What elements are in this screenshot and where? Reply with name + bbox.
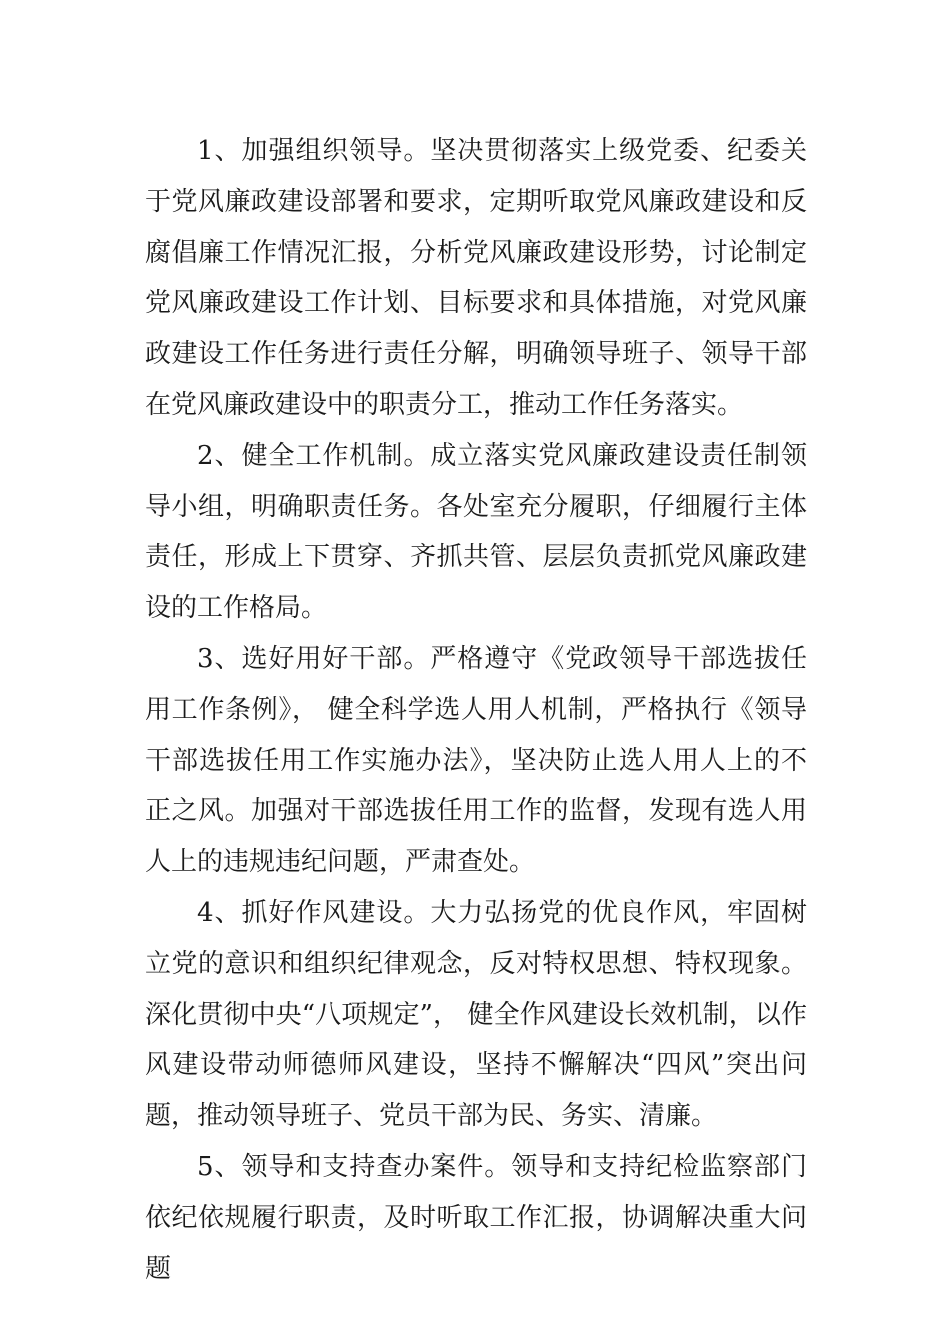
paragraph-4: 4、抓好作风建设。大力弘扬党的优良作风，牢固树立党的意识和组织纪律观念，反对特权思想、特权现象。深化贯彻中央“八项规定”， 健全作风建设长效机制，以作风建设带动师德师风建设，坚持不懈解决“四风”突出问题，推动领导班子、党员干部为民、务实、清廉。 <box>145 897 807 1132</box>
paragraph-2: 2、健全工作机制。成立落实党风廉政建设责任制领导小组，明确职责任务。各处室充分履职，仔细履行主体责任，形成上下贯穿、齐抓共管、层层负责抓党风廉政建设的工作格局。 <box>145 440 807 624</box>
document-body <box>145 126 807 1294</box>
paragraph-5: 5、领导和支持查办案件。领导和支持纪检监察部门依纪依规履行职责，及时听取工作汇报，协调解决重大问题 <box>145 1151 807 1284</box>
paragraph-3: 3、选好用好干部。严格遵守《党政领导干部选拔任用工作条例》， 健全科学选人用人机制，严格执行《领导干部选拔任用工作实施办法》，坚决防止选人用人上的不正之风。加强对干部选拔任用工作的监督，发现有选人用人上的违规违纪问题，严肃查处。 <box>145 643 807 878</box>
paragraph-1: 1、加强组织领导。坚决贯彻落实上级党委、纪委关于党风廉政建设部署和要求，定期听取党风廉政建设和反腐倡廉工作情况汇报，分析党风廉政建设形势，讨论制定党风廉政建设工作计划、目标要求和具体措施，对党风廉政建设工作任务进行责任分解，明确领导班子、领导干部在党风廉政建设中的职责分工，推动工作任务落实。 <box>145 136 807 420</box>
